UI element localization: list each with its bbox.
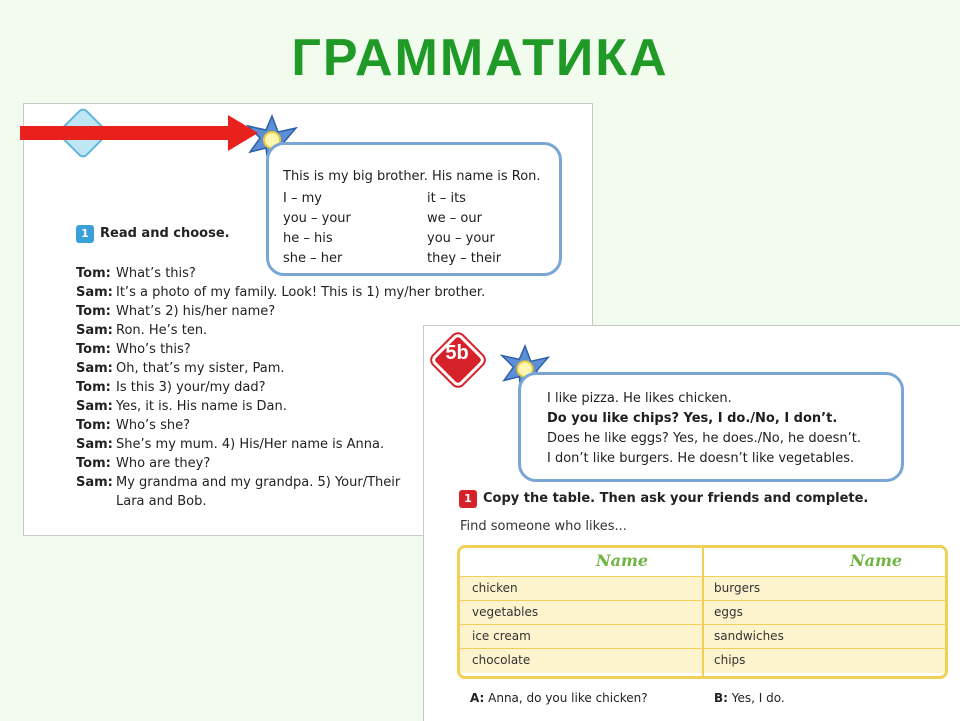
pair-right: it – its: [427, 191, 466, 206]
grammar-line: I don’t like burgers. He doesn’t like vegetables.: [547, 451, 855, 466]
dialogue-line: [76, 475, 400, 490]
pair-left: I – my: [283, 191, 322, 206]
pair-left: he – his: [283, 231, 333, 246]
dialogue-line: [76, 266, 196, 281]
example-text: Anna, do you like chicken?: [488, 691, 648, 705]
pair-right: we – our: [427, 211, 482, 226]
speaker: Tom:: [76, 304, 111, 319]
unit-badge-label: 5b: [445, 342, 469, 364]
line-text: Ron. He’s ten.: [116, 323, 208, 338]
slide-title: ГРАММАТИКА: [291, 29, 669, 87]
line-text: Lara and Bob.: [116, 494, 207, 509]
pair-right: you – your: [427, 231, 495, 246]
grammar-intro: This is my big brother. His name is Ron.: [283, 169, 541, 184]
dialogue-line: [76, 399, 287, 414]
line-text: Is this 3) your/my dad?: [116, 380, 266, 395]
table-cell: sandwiches: [714, 629, 784, 643]
speaker: Sam:: [76, 285, 113, 300]
dialogue-line: [76, 380, 266, 395]
example-answer: [714, 691, 785, 705]
line-text: It’s a photo of my family. Look! This is 1) my/her brother.: [116, 285, 486, 300]
table-cell: ice cream: [472, 629, 531, 643]
dialogue-line: [76, 285, 485, 300]
table-cell: vegetables: [472, 605, 539, 619]
speaker: Sam:: [76, 399, 113, 414]
grammar-box-likes: [518, 372, 904, 482]
red-arrow-icon: [20, 115, 260, 151]
speaker: A:: [470, 691, 485, 705]
line-text: What’s 2) his/her name?: [116, 304, 276, 319]
pair-left: she – her: [283, 251, 343, 266]
task-number-icon: 1: [76, 225, 94, 243]
grammar-line: Does he like eggs? Yes, he does./No, he doesn’t.: [547, 431, 861, 446]
speaker: Tom:: [76, 342, 111, 357]
speaker: B:: [714, 691, 728, 705]
dialogue-line: [76, 342, 191, 357]
speaker: Sam:: [76, 323, 113, 338]
speaker: Sam:: [76, 361, 113, 376]
example-text: Yes, I do.: [731, 691, 785, 705]
speaker: Tom:: [76, 418, 111, 433]
grammar-line: I like pizza. He likes chicken.: [547, 391, 732, 406]
dialogue-line: [76, 437, 384, 452]
column-header: Name: [850, 551, 903, 570]
grammar-line: Do you like chips? Yes, I do./No, I don’t.: [547, 411, 838, 426]
dialogue-line: [76, 361, 285, 376]
table-cell: chips: [714, 653, 746, 667]
table-cell: chicken: [472, 581, 518, 595]
dialogue-line: [76, 323, 207, 338]
task-number-icon: 1: [459, 490, 477, 508]
dialogue-line: [76, 418, 190, 433]
line-text: My grandma and my grandpa. 5) Your/Their: [116, 475, 401, 490]
speaker: Tom:: [76, 266, 111, 281]
dialogue-line: [76, 494, 207, 509]
speaker: Sam:: [76, 437, 113, 452]
table-cell: burgers: [714, 581, 761, 595]
line-text: She’s my mum. 4) His/Her name is Anna.: [116, 437, 385, 452]
line-text: Who’s this?: [116, 342, 191, 357]
line-text: Oh, that’s my sister, Pam.: [116, 361, 285, 376]
line-text: Who are they?: [116, 456, 211, 471]
column-divider: [702, 548, 704, 676]
task-instruction: Copy the table. Then ask your friends and complete.: [483, 491, 869, 506]
dialogue-line: [76, 304, 275, 319]
line-text: What’s this?: [116, 266, 196, 281]
speaker: Tom:: [76, 380, 111, 395]
find-prompt: Find someone who likes...: [460, 519, 627, 534]
pair-left: you – your: [283, 211, 351, 226]
task-instruction: Read and choose.: [100, 226, 230, 241]
pair-right: they – their: [427, 251, 502, 266]
speaker: Tom:: [76, 456, 111, 471]
grammar-box-possessives: [266, 142, 562, 276]
table-cell: chocolate: [472, 653, 531, 667]
survey-table: [457, 545, 948, 679]
speaker: Sam:: [76, 475, 113, 490]
line-text: Yes, it is. His name is Dan.: [116, 399, 287, 414]
dialogue-line: [76, 456, 210, 471]
textbook-page-likes: [423, 325, 960, 721]
column-header: Name: [596, 551, 649, 570]
line-text: Who’s she?: [116, 418, 190, 433]
example-question: [470, 691, 648, 705]
table-cell: eggs: [714, 605, 743, 619]
